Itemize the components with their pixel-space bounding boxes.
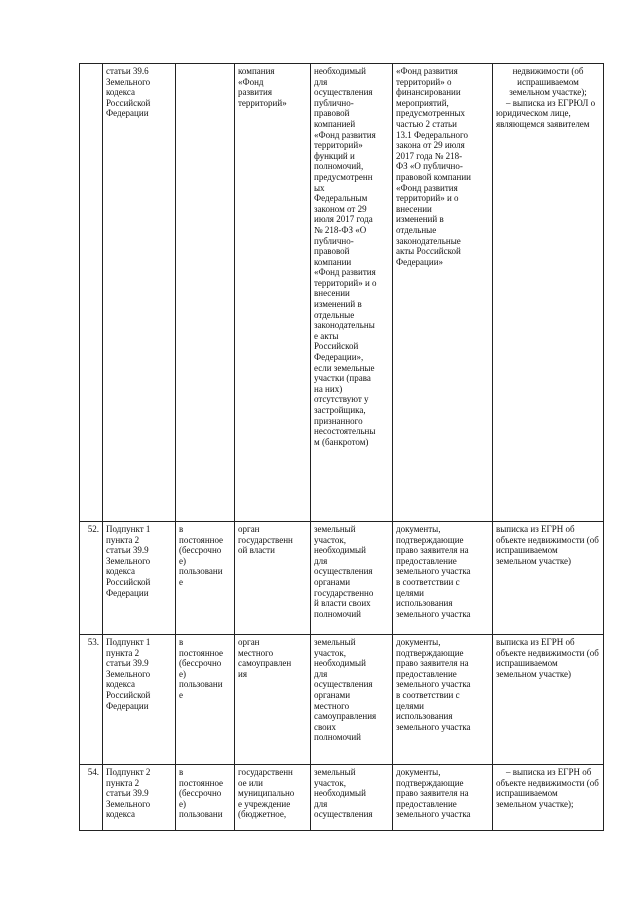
- authority-doc-line: – выписка из ЕГРН об объекте недвижимости (об испрашиваемом земельном участке);: [496, 767, 599, 809]
- authority-documents-cell: [493, 765, 604, 831]
- land-plot-cell: земельный участок, необходимый для осуществления органами государственно й власти своих полномочий: [311, 522, 393, 635]
- table-row: [80, 522, 604, 635]
- right-type-cell: [176, 64, 235, 522]
- authority-doc-line: выписка из ЕГРН об объекте недвижимости (об испрашиваемом земельном участке): [496, 524, 599, 566]
- row-number: 54.: [80, 765, 103, 831]
- right-type-cell: в постоянное (бессрочно е) пользовани е: [176, 522, 235, 635]
- authority-doc-line: выписка из ЕГРН об объекте недвижимости (об испрашиваемом земельном участке): [496, 637, 599, 679]
- land-plot-cell: земельный участок, необходимый для осуществления органами местного самоуправления своих полномочий: [311, 635, 393, 765]
- applicant-cell: орган государственн ой власти: [235, 522, 311, 635]
- land-plot-cell: необходимый для осуществления публично- правовой компанией «Фонд развития территорий» функций и полномочий, предусмотренн ых Федеральным законом от 29 июля 2017 года № 218-ФЗ «О публично- правовой компании «Фонд развития территорий» и о внесении изменений в отдельные законодательны е акты Российской Федерации», если земельные участки (права на них) отсутствуют у застройщика, признанного несостоятельны м (банкротом): [311, 64, 393, 522]
- row-number: [80, 64, 103, 522]
- right-type-cell: в постоянное (бессрочно е) пользовани е: [176, 635, 235, 765]
- applicant-cell: компания «Фонд развития территорий»: [235, 64, 311, 522]
- applicant-documents-cell: документы, подтверждающие право заявителя на предоставление земельного участка: [393, 765, 493, 831]
- legal-basis-cell: Подпункт 2 пункта 2 статьи 39.9 Земельного кодекса: [103, 765, 176, 831]
- authority-documents-cell: [493, 522, 604, 635]
- authority-doc-line: недвижимости (об испрашиваемом земельном участке);: [509, 66, 587, 98]
- row-number: 53.: [80, 635, 103, 765]
- applicant-documents-cell: документы, подтверждающие право заявителя на предоставление земельного участка в соответствии с целями использования земельного участка: [393, 635, 493, 765]
- applicant-cell: государственн ое или муниципально е учреждение (бюджетное,: [235, 765, 311, 831]
- applicant-documents-cell: «Фонд развития территорий» о финансировании мероприятий, предусмотренных частью 2 статьи 13.1 Федерального закона от 29 июля 2017 года № 218- ФЗ «О публично- правовой компании «Фонд развития территорий» и о внесении изменений в отдельные законодательные акты Российской Федерации»: [393, 64, 493, 522]
- row-number: 52.: [80, 522, 103, 635]
- authority-doc-line: – выписка из ЕГРЮЛ о юридическом лице, являющемся заявителем: [496, 97, 596, 129]
- applicant-cell: орган местного самоуправлен ия: [235, 635, 311, 765]
- land-plot-cell: земельный участок, необходимый для осуществления: [311, 765, 393, 831]
- legal-basis-cell: статьи 39.6 Земельного кодекса Российской Федерации: [103, 64, 176, 522]
- table-row: [80, 64, 604, 522]
- legal-basis-cell: Подпункт 1 пункта 2 статьи 39.9 Земельного кодекса Российской Федерации: [103, 522, 176, 635]
- authority-documents-cell: [493, 635, 604, 765]
- applicant-documents-cell: документы, подтверждающие право заявителя на предоставление земельного участка в соответствии с целями использования земельного участка: [393, 522, 493, 635]
- table-row: [80, 635, 604, 765]
- legal-basis-cell: Подпункт 1 пункта 2 статьи 39.9 Земельного кодекса Российской Федерации: [103, 635, 176, 765]
- table-row: [80, 765, 604, 831]
- land-plot-table: [79, 63, 604, 831]
- right-type-cell: в постоянное (бессрочно е) пользовани: [176, 765, 235, 831]
- authority-documents-cell: [493, 64, 604, 522]
